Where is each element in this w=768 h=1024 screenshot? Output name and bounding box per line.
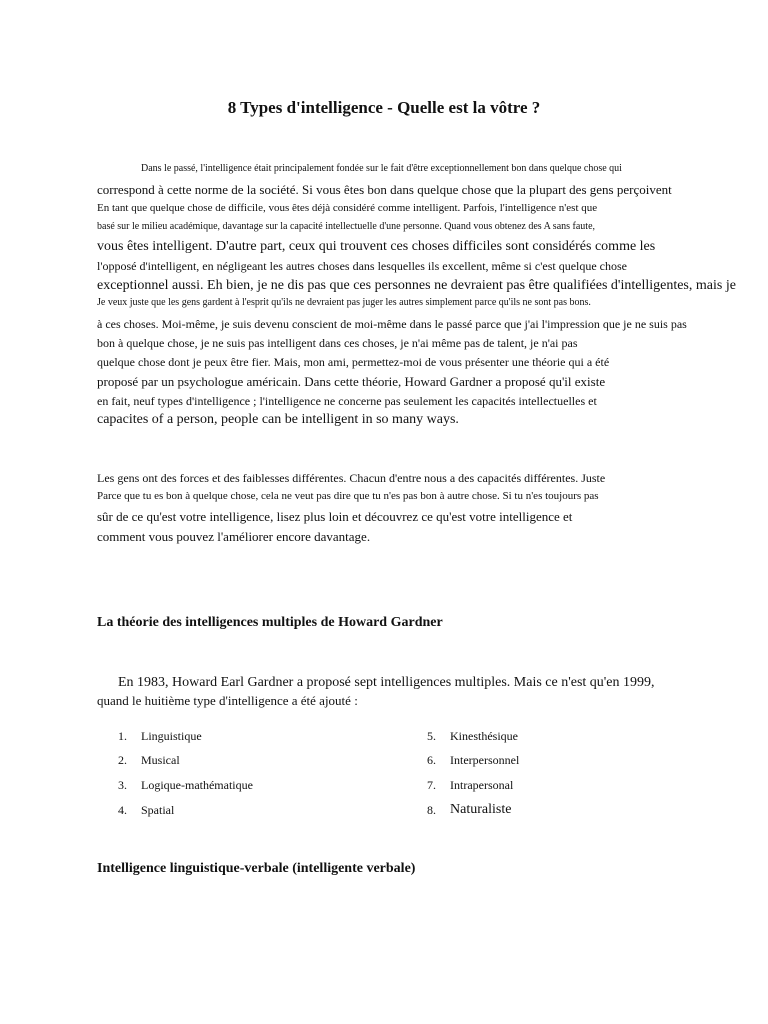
paragraph-line: à ces choses. Moi-même, je suis devenu conscient de moi-même dans le passé parce que j'ai l'impression que je ne suis pas: [97, 317, 687, 331]
paragraph-line: bon à quelque chose, je ne suis pas intelligent dans ces choses, je n'ai même pas de talent, je n'ai pas: [97, 336, 578, 350]
list-item: Linguistique: [141, 729, 202, 743]
section-heading: La théorie des intelligences multiples de Howard Gardner: [97, 615, 443, 630]
paragraph-line: l'opposé d'intelligent, en négligeant les autres choses dans lesquelles ils excellent, même si c'est quelque chose: [97, 259, 628, 273]
list-item: Spatial: [141, 803, 175, 817]
list-number: 3.: [118, 778, 127, 792]
paragraph-line: quelque chose dont je peux être fier. Mais, mon ami, permettez-moi de vous présenter une théorie qui a été: [97, 355, 610, 369]
paragraph-line: Dans le passé, l'intelligence était principalement fondée sur le fait d'être exceptionnellement bon dans quelque chose qui: [141, 163, 622, 174]
list-number: 8.: [427, 803, 436, 817]
paragraph-line: Les gens ont des forces et des faiblesses différentes. Chacun d'entre nous a des capacités différentes. Juste: [97, 471, 606, 485]
paragraph-line: proposé par un psychologue américain. Dans cette théorie, Howard Gardner a proposé qu'il existe: [97, 374, 606, 389]
paragraph-line: en fait, neuf types d'intelligence ; l'intelligence ne concerne pas seulement les capacités intellectuelles et: [97, 394, 597, 408]
paragraph-line: quand le huitième type d'intelligence a été ajouté :: [97, 693, 358, 708]
paragraph-line: Je veux juste que les gens gardent à l'esprit qu'ils ne devraient pas juger les autres simplement parce qu'ils ne sont pas bons.: [97, 297, 591, 308]
list-item: Kinesthésique: [450, 729, 518, 743]
list-item: Musical: [141, 753, 180, 767]
list-item: Interpersonnel: [450, 753, 520, 767]
paragraph-line: comment vous pouvez l'améliorer encore davantage.: [97, 529, 371, 544]
list-item: Naturaliste: [450, 802, 512, 817]
list-number: 2.: [118, 753, 127, 767]
paragraph-line: basé sur le milieu académique, davantage sur la capacité intellectuelle d'une personne. Quand vous obtenez des A sans faute,: [97, 221, 596, 232]
paragraph-line: vous êtes intelligent. D'autre part, ceux qui trouvent ces choses difficiles sont considérés comme les: [97, 239, 656, 254]
paragraph-line: exceptionnel aussi. Eh bien, je ne dis pas que ces personnes ne devraient pas être qualifiées d'intelligentes, mais je: [97, 278, 736, 293]
subsection-heading: Intelligence linguistique-verbale (intelligente verbale): [97, 861, 416, 876]
list-number: 7.: [427, 778, 436, 792]
list-number: 6.: [427, 753, 436, 767]
list-number: 5.: [427, 729, 436, 743]
list-item: Logique-mathématique: [141, 778, 253, 792]
list-number: 1.: [118, 729, 127, 743]
paragraph-line: correspond à cette norme de la société. Si vous êtes bon dans quelque chose que la plupart des gens perçoivent: [97, 182, 672, 197]
paragraph-line: capacites of a person, people can be intelligent in so many ways.: [97, 412, 459, 427]
paragraph-line: sûr de ce qu'est votre intelligence, lisez plus loin et découvrez ce qu'est votre intelligence et: [97, 509, 573, 524]
paragraph-line: En 1983, Howard Earl Gardner a proposé sept intelligences multiples. Mais ce n'est qu'en 1999,: [118, 675, 655, 690]
paragraph-line: En tant que quelque chose de difficile, vous êtes déjà considéré comme intelligent. Parfois, l'intelligence n'est que: [97, 202, 598, 214]
paragraph-line: Parce que tu es bon à quelque chose, cela ne veut pas dire que tu n'es pas bon à autre chose. Si tu n'es toujours pas: [97, 490, 599, 502]
page-title: 8 Types d'intelligence - Quelle est la vôtre ?: [227, 98, 541, 117]
list-number: 4.: [118, 803, 127, 817]
list-item: Intrapersonal: [450, 778, 514, 792]
